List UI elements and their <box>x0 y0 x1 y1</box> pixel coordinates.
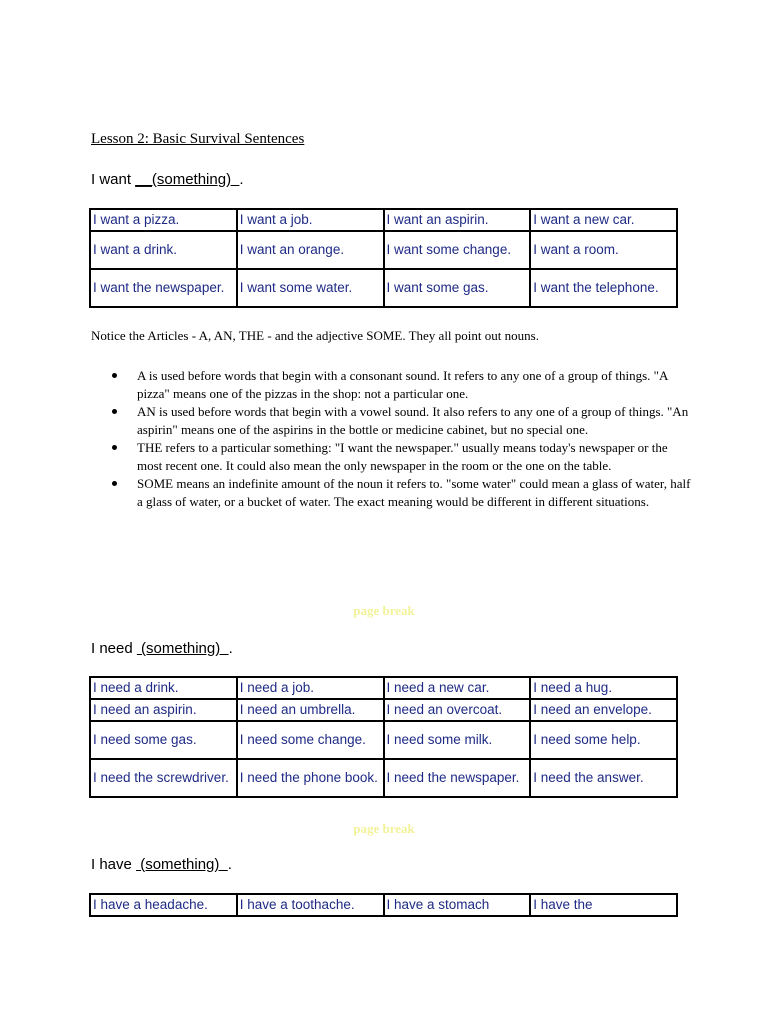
table-row <box>90 894 677 916</box>
heading-have-suffix: . <box>227 856 232 873</box>
table-cell: I need some help. <box>530 721 677 759</box>
table-cell: I need a new car. <box>384 677 531 699</box>
table-cell: I want the telephone. <box>530 269 677 307</box>
heading-have-prefix: I have <box>91 856 137 873</box>
bullet-text: SOME means an indefinite amount of the noun it refers to. "some water" could mean a glass of water, half a glass of water, or a bucket of water. The exact meaning would be different in different situations. <box>137 476 691 509</box>
bullet-text: AN is used before words that begin with a vowel sound. It also refers to any one of a group of things. "An aspirin" means one of the aspirins in the bottle or medicine cabinet, but no special one. <box>137 404 689 437</box>
heading-want-suffix: . <box>239 171 244 188</box>
table-row <box>90 209 677 231</box>
bullet-item <box>112 439 692 475</box>
bullet-icon <box>112 445 117 450</box>
notice-text: Notice the Articles - A, AN, THE - and the adjective SOME. They all point out nouns. <box>91 328 539 343</box>
table-cell: I need an overcoat. <box>384 699 531 721</box>
heading-need-prefix: I need <box>91 640 137 657</box>
table-cell: I need some gas. <box>90 721 237 759</box>
page-break-marker: page break <box>353 603 415 618</box>
table-cell: I want an orange. <box>237 231 384 269</box>
table-cell: I want the newspaper. <box>90 269 237 307</box>
table-cell: I want some gas. <box>384 269 531 307</box>
heading-need-suffix: . <box>228 640 233 657</box>
page-break-marker: page break <box>353 821 415 836</box>
table-cell: I need an aspirin. <box>90 699 237 721</box>
table-cell: I have a toothache. <box>237 894 384 916</box>
bullet-item <box>112 403 692 439</box>
heading-have <box>91 856 232 873</box>
bullet-icon <box>112 373 117 378</box>
table-cell: I need the screwdriver. <box>90 759 237 797</box>
table-cell: I have a headache. <box>90 894 237 916</box>
table-cell: I need a drink. <box>90 677 237 699</box>
table-cell: I want some change. <box>384 231 531 269</box>
table-cell: I want a drink. <box>90 231 237 269</box>
heading-have-blank: (something) <box>136 856 228 873</box>
table-cell: I want a job. <box>237 209 384 231</box>
table-cell: I want some water. <box>237 269 384 307</box>
table-cell: I want a pizza. <box>90 209 237 231</box>
heading-want <box>91 171 244 188</box>
table-have <box>89 893 678 917</box>
heading-want-blank: __(something) <box>135 171 240 188</box>
table-cell: I need the phone book. <box>237 759 384 797</box>
heading-want-prefix: I want <box>91 171 136 188</box>
table-row <box>90 721 677 759</box>
table-cell: I need some change. <box>237 721 384 759</box>
table-cell: I need an envelope. <box>530 699 677 721</box>
table-row <box>90 269 677 307</box>
table-cell: I need the answer. <box>530 759 677 797</box>
table-cell: I need an umbrella. <box>237 699 384 721</box>
bullet-icon <box>112 481 117 486</box>
table-cell: I need a job. <box>237 677 384 699</box>
table-cell: I have the <box>530 894 677 916</box>
table-row <box>90 759 677 797</box>
table-cell: I need some milk. <box>384 721 531 759</box>
table-row <box>90 231 677 269</box>
bullet-icon <box>112 409 117 414</box>
bullet-text: A is used before words that begin with a consonant sound. It refers to any one of a group of things. "A pizza" means one of the pizzas in the shop: not a particular one. <box>137 368 668 401</box>
table-want <box>89 208 678 308</box>
bullet-item <box>112 367 692 403</box>
table-cell: I want a room. <box>530 231 677 269</box>
table-need <box>89 676 678 798</box>
table-cell: I want an aspirin. <box>384 209 531 231</box>
bullet-text: THE refers to a particular something: "I want the newspaper." usually means today's newspaper or the most recent one. It could also mean the only newspaper in the room or the one on the table. <box>137 440 668 473</box>
heading-need-blank: (something) <box>136 640 229 657</box>
heading-need <box>91 640 233 657</box>
table-cell: I need the newspaper. <box>384 759 531 797</box>
table-row <box>90 677 677 699</box>
bullet-item <box>112 475 692 511</box>
lesson-title: Lesson 2: Basic Survival Sentences <box>91 131 305 147</box>
table-cell: I need a hug. <box>530 677 677 699</box>
bullet-list <box>112 367 692 511</box>
table-cell: I have a stomach <box>384 894 531 916</box>
table-cell: I want a new car. <box>530 209 677 231</box>
table-row <box>90 699 677 721</box>
